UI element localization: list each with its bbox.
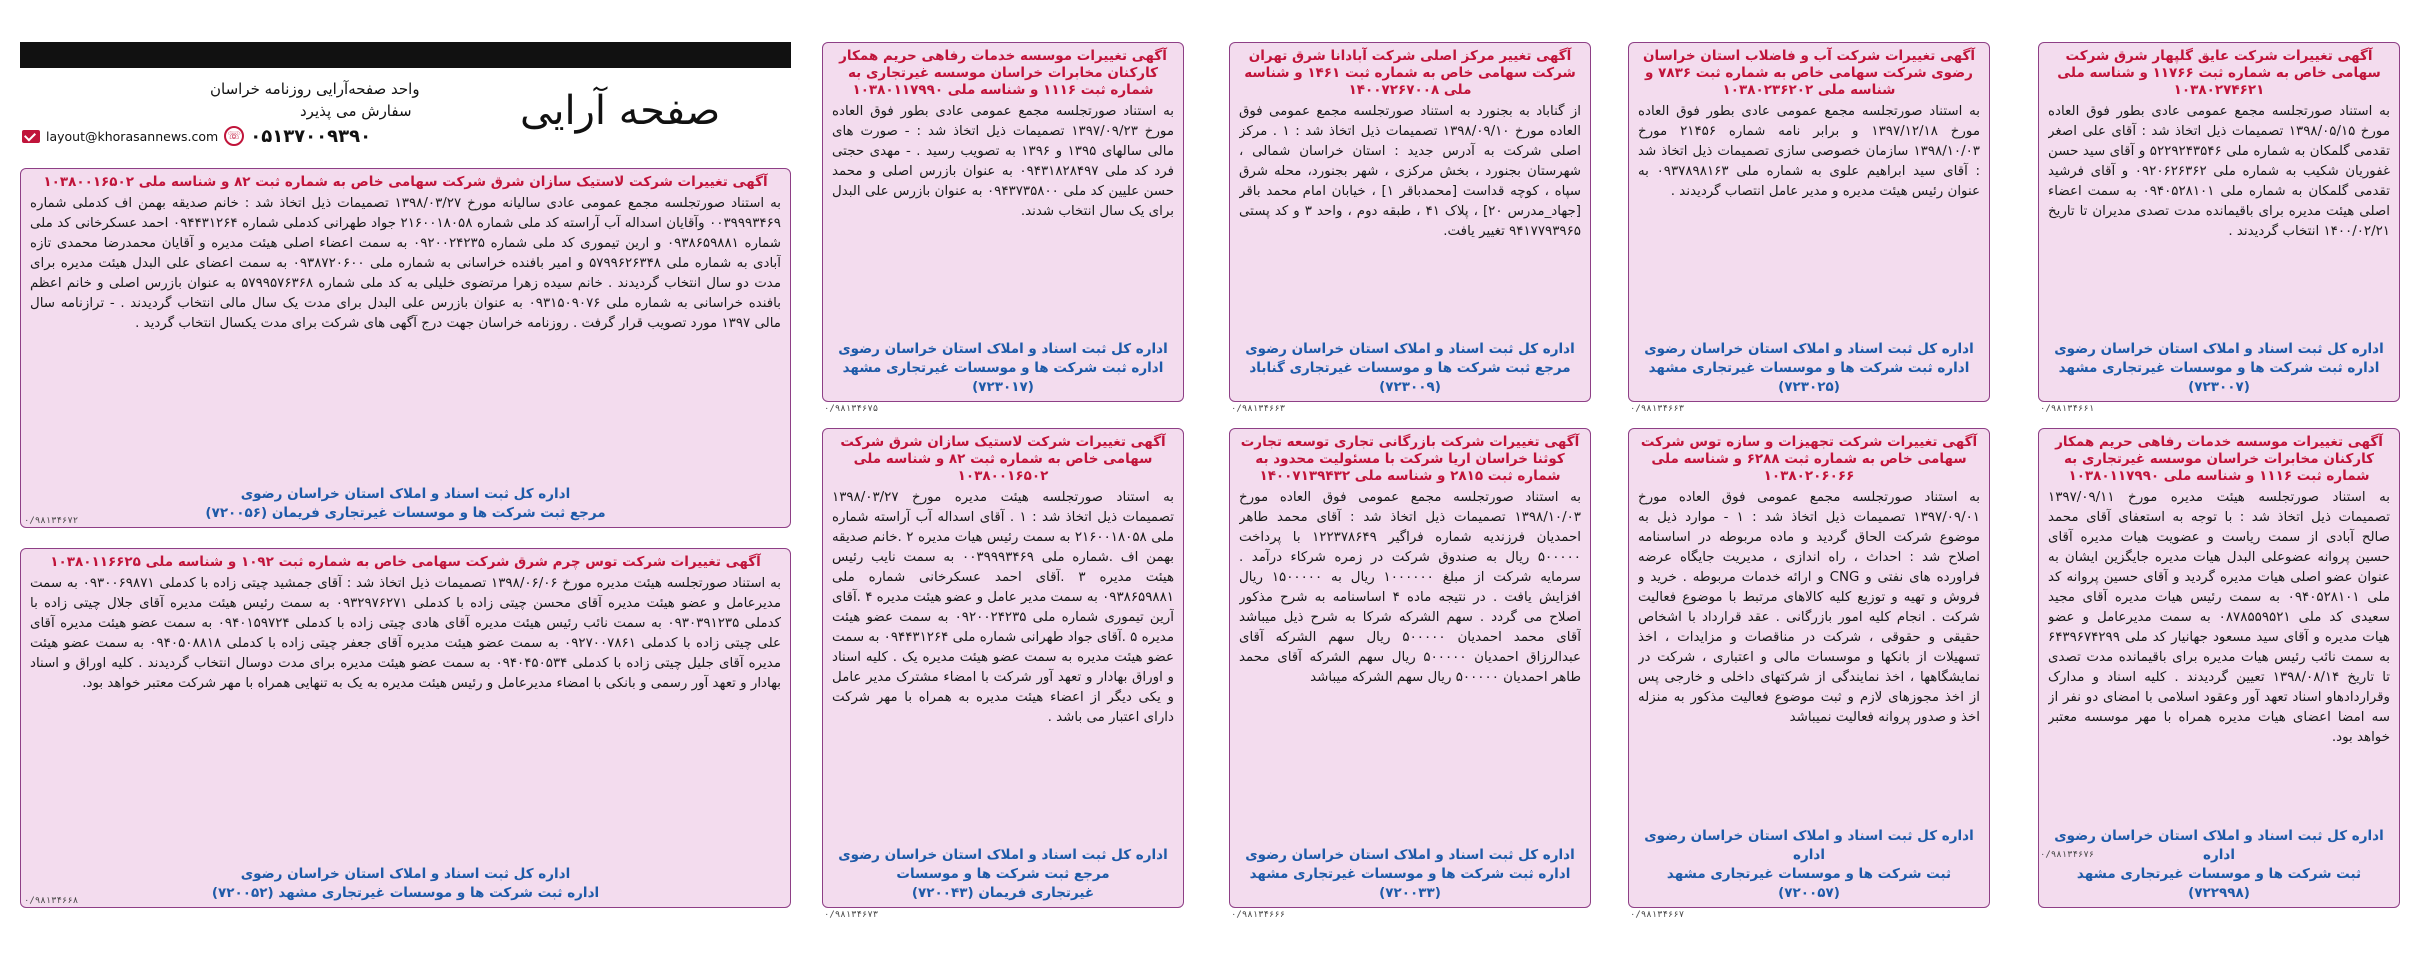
ad-box xyxy=(1229,428,1591,908)
ad-footer-2: اداره ثبت شرکت ها و موسسات غیرتجاری مشهد (۷۲۳۰۲۵) xyxy=(1648,360,1970,395)
ad-body: به استناد صورتجلسه مجمع عمومی عادی بطور فوق العاده مورخ ۱۳۹۸/۰۵/۱۵ تصمیمات ذیل اتخاذ شد : آقای علی اصغر تقدمی گلمکان به شماره ملی ۵۲۲۹۲۴۳۵۴۶ و آقای سید حسن غفوریان شکیب به شماره ملی ۰۹۲۰۶۲۶۳۶۲ و آقای فرشید تقدمی گلمکان به شماره ملی ۰۹۴۰۵۲۸۱۰۱ به سمت اعضاء اصلی هیئت مدیره برای باقیمانده مدت تصدی مدیران تا تاریخ ۱۴۰۰/۰۲/۲۱ انتخاب گردیدند . xyxy=(2048,104,2390,239)
ad-footer-1: اداره کل ثبت اسناد و املاک استان خراسان رضوی xyxy=(2054,341,2384,357)
ad-footer-2: اداره ثبت شرکت ها و موسسات غیرتجاری مشهد (۷۲۰۰۳۳) xyxy=(1249,866,1571,901)
ad-code: ۰/۹۸۱۳۴۶۶۷ xyxy=(1630,910,1685,920)
ad-body: به استناد صورتجلسه مجمع عمومی عادی سالیانه مورخ ۱۳۹۸/۰۳/۲۷ تصمیمات ذیل اتخاذ شد : خانم صدیقه بهمن اف کدملی شماره ۰۰۳۹۹۹۳۴۶۹ وآقایان اسداله آب آراسته کد ملی شماره ۲۱۶۰۰۱۸۰۵۸ جواد طهرانی کدملی شماره ۰۹۴۴۳۱۲۶۴ احمد عسکرخانی کد ملی شماره ۰۹۳۸۶۵۹۸۸۱ و ارین تیموری کد ملی شماره ۰۹۲۰۰۲۴۲۳۵ به سمت اعضاء اصلی هیئت مدیره و آقایان محمدرضا محمدی تازه آبادی به شماره ملی ۵۷۹۹۶۲۶۳۴۸ و امیر بافنده خراسانی به شماره ملی ۰۹۳۸۷۲۰۶۰۰ به سمت اعضای علی البدل هیئت مدیره برای مدت دو سال انتخاب گردیدند . خانم سیده زهرا مرتضوی خلیلی به کد ملی شماره ۵۷۹۹۵۷۶۳۶۸ به عنوان بازرس اصلی و خانم اعظم بافنده خراسانی به شماره ملی ۰۹۳۱۵۰۹۰۷۶ به عنوان بازرس علی البدل برای مدت یک سال مالی انتخاب گردیدند . - ترازنامه سال مالی ۱۳۹۷ مورد تصویب قرار گرفت . روزنامه خراسان جهت درج آگهی های شرکت برای مدت یکسال انتخاب گردید . xyxy=(30,196,781,331)
ad-title: آگهی تغییر مرکز اصلی شرکت آبادانا شرق تهران شرکت سهامی خاص به شماره ثبت ۱۴۶۱ و شناسه ملی ۱۴۰۰۷۲۶۷۰۰۸ xyxy=(1244,48,1576,98)
header-contact xyxy=(22,125,371,147)
ad-footer-1: اداره کل ثبت اسناد و املاک استان خراسان رضوی xyxy=(240,866,571,882)
phone-icon: ☏ xyxy=(224,126,244,146)
phone-number: ۰۵۱۳۷۰۰۹۳۹۰ xyxy=(250,125,372,147)
header-line-2: سفارش می پذیرد xyxy=(300,102,412,120)
ad-footer-1: اداره کل ثبت اسناد و املاک استان خراسان رضوی اداره xyxy=(2054,828,2384,863)
ad-title: آگهی تغییرات شرکت آب و فاضلاب استان خراسان رضوی شرکت سهامی خاص به شماره ثبت ۷۸۳۶ و شناسه ملی ۱۰۳۸۰۲۳۶۲۰۲ xyxy=(1642,48,1976,98)
ad-box xyxy=(20,168,791,528)
ad-box xyxy=(2038,428,2400,908)
ad-title: آگهی تغییرات شرکت توس چرم شرق شرکت سهامی خاص به شماره ثبت ۱۰۹۲ و شناسه ملی ۱۰۳۸۰۱۱۶۶۲۵ xyxy=(50,554,761,570)
ad-code: ۰/۹۸۱۳۴۶۶۳ xyxy=(1630,404,1685,414)
ad-footer-1: اداره کل ثبت اسناد و املاک استان خراسان رضوی xyxy=(1644,341,1974,357)
ad-code: ۰/۹۸۱۳۴۶۶۱ xyxy=(2040,404,2095,414)
ad-footer-2: غیرتجاری فریمان (۷۲۰۰۴۳) xyxy=(911,885,1095,901)
ad-box xyxy=(822,42,1184,402)
ad-title: آگهی تغییرات موسسه خدمات رفاهی حریم همکار کارکنان مخابرات خراسان موسسه غیرتجاری به شماره ثبت ۱۱۱۶ و شناسه ملی ۱۰۳۸۰۱۱۷۹۹۰ xyxy=(839,48,1167,98)
ad-footer-2: اداره ثبت شرکت ها و موسسات غیرتجاری مشهد (۷۲۰۰۵۲) xyxy=(211,885,600,901)
ad-footer-2: ثبت شرکت ها و موسسات غیرتجاری مشهد (۷۲۲۹۹۸) xyxy=(2076,866,2362,901)
page-title: صفحه آرایی xyxy=(520,88,721,134)
ad-body: به استناد صورتجلسه مجمع عمومی عادی بطور فوق العاده مورخ ۱۳۹۷/۰۹/۲۳ تصمیمات ذیل اتخاذ شد : - صورت های مالی سالهای ۱۳۹۵ و ۱۳۹۶ به تصویب رسید . - مهدی حجتی فرد کد ملی ۰۹۴۳۱۸۲۸۴۹۷ به عنوان بازرس اصلی و محمد حسن علیین کد ملی ۰۹۴۳۷۳۵۸۰۰ به عنوان بازرس علی البدل برای یک سال انتخاب شدند. xyxy=(832,104,1174,219)
ad-title: آگهی تغییرات شرکت تجهیزات و سازه توس شرکت سهامی خاص به شماره ثبت ۶۲۸۸ و شناسه ملی ۱۰۳۸۰۲۰۶۰۶۶ xyxy=(1640,434,1978,484)
ad-footer-2: مرجع ثبت شرکت ها و موسسات غیرتجاری فریمان (۷۲۰۰۵۶) xyxy=(205,505,606,521)
header-line-1: واحد صفحه‌آرایی روزنامه خراسان xyxy=(210,80,420,98)
ad-title: آگهی تغییرات شرکت بازرگانی تجاری توسعه تجارت کوثنا خراسان اریا شرکت با مسئولیت محدود به شماره ثبت ۲۸۱۵ و شناسه ملی ۱۴۰۰۷۱۳۹۴۳۲ xyxy=(1240,434,1580,484)
ad-code: ۰/۹۸۱۳۴۶۷۲ xyxy=(24,516,79,526)
ad-title: آگهی تغییرات شرکت لاستیک سازان شرق شرکت سهامی خاص به شماره ثبت ۸۲ و شناسه ملی ۱۰۳۸۰۰۱۶۵۰۲ xyxy=(43,174,768,190)
ad-title: آگهی تغییرات موسسه خدمات رفاهی حریم همکار کارکنان مخابرات خراسان موسسه غیرتجاری به شماره ثبت ۱۱۱۶ و شناسه ملی ۱۰۳۸۰۱۱۷۹۹۰ xyxy=(2055,434,2383,484)
ad-code: ۰/۹۸۱۳۴۶۶۶ xyxy=(1231,910,1286,920)
ad-box xyxy=(1628,428,1990,908)
ad-code: ۰/۹۸۱۳۴۶۶۸ xyxy=(24,896,79,906)
ad-code: ۰/۹۸۱۳۴۶۷۶ xyxy=(2040,850,2095,860)
ad-body: به استناد صورتجلسه مجمع عمومی عادی بطور فوق العاده مورخ ۱۳۹۷/۱۲/۱۸ و برابر نامه شماره ۲۱۴۵۶ مورخ ۱۳۹۸/۱۰/۰۳ سازمان خصوصی سازی تصمیمات ذیل اتخاذ شد : آقای سید ابراهیم علوی به شماره ملی ۰۹۳۷۸۹۸۱۶۳ به عنوان رئیس هیئت مدیره و مدیر عامل انتصاب گردیدند . xyxy=(1638,104,1980,199)
ad-body: به استناد صورتجلسه هیئت مدیره مورخ ۱۳۹۸/۰۳/۲۷ تصمیمات ذیل اتخاذ شد : ۱ . آقای اسداله آب آراسته شماره ملی ۲۱۶۰۰۱۸۰۵۸ به سمت رئیس هیات مدیره ۲ .خانم صدیقه بهمن اف .شماره ملی ۰۰۳۹۹۹۳۴۶۹ به سمت نایب رئیس هیئت مدیره ۳ .آقای احمد عسکرخانی شماره ملی ۰۹۳۸۶۵۹۸۸۱ به سمت مدیر عامل و عضو هیئت مدیره ۴ .آقای آرین تیموری شماره ملی ۰۹۲۰۰۲۴۲۳۵ به سمت عضو هیئت مدیره ۵ .آقای جواد طهرانی شماره ملی ۰۹۴۴۳۱۲۶۴ به سمت عضو هیئت مدیره به سمت عضو هیئت مدیره یک . کلیه اسناد و اوراق بهادار و تعهد آور شرکت با امضاء مشترک مدیر عامل و یکی دیگر از اعضاء هیئت مدیره به همراه با مهر شرکت دارای اعتبار می باشد . xyxy=(832,490,1174,725)
ad-footer-2: اداره ثبت شرکت ها و موسسات غیرتجاری مشهد (۷۲۳۰۰۷) xyxy=(2058,360,2380,395)
ad-footer-1: اداره کل ثبت اسناد و املاک استان خراسان رضوی xyxy=(1245,341,1575,357)
ad-body: به استناد صورتجلسه مجمع عمومی فوق العاده مورخ ۱۳۹۸/۱۰/۰۳ تصمیمات ذیل اتخاذ شد : آقای محمد طاهر احمدیان فرزندیه شماره فراگیر ۱۲۲۳۷۸۶۴۹ با پرداخت ۵۰۰۰۰۰ ریال به صندوق شرکت در زمره شرکاء درآمد . سرمایه شرکت از مبلغ ۱۰۰۰۰۰۰ ریال به ۱۵۰۰۰۰۰ ریال افزایش یافت . در نتیجه ماده ۴ اساسنامه به شرح مذکور اصلاح می گردد . سهم الشرکه شرکا به شرح ذیل میباشد آقای محمد احمدیان ۵۰۰۰۰۰ ریال سهم الشرکه آقای عبدالرزاق احمدیان ۵۰۰۰۰۰ ریال سهم الشرکه آقای محمد طاهر احمدیان ۵۰۰۰۰۰ ریال سهم الشرکه میباشد xyxy=(1239,490,1581,685)
email-text[interactable]: layout@khorasannews.com xyxy=(46,128,219,144)
ad-box xyxy=(822,428,1184,908)
header-bar xyxy=(20,42,791,68)
ad-footer-1: اداره کل ثبت اسناد و املاک استان خراسان رضوی اداره xyxy=(1644,828,1974,863)
email-icon xyxy=(22,130,40,143)
ad-footer-1: اداره کل ثبت اسناد و املاک استان خراسان رضوی xyxy=(1245,847,1575,863)
ad-footer-1: اداره کل ثبت اسناد و املاک استان خراسان رضوی xyxy=(240,486,571,502)
ad-footer-1: اداره کل ثبت اسناد و املاک استان خراسان رضوی مرجع ثبت شرکت ها و موسسات xyxy=(838,847,1168,882)
ad-code: ۰/۹۸۱۳۴۶۷۳ xyxy=(824,910,879,920)
ad-title: آگهی تغییرات شرکت لاستیک سازان شرق شرکت سهامی خاص به شماره ثبت ۸۲ و شناسه ملی ۱۰۳۸۰۰۱۶۵۰۲ xyxy=(840,434,1166,484)
ad-box xyxy=(20,548,791,908)
ad-box xyxy=(1229,42,1591,402)
ad-body: به استناد صورتجلسه هیئت مدیره مورخ ۱۳۹۸/۰۶/۰۶ تصمیمات ذیل اتخاذ شد : آقای جمشید چیتی زاده با کدملی ۰۹۳۰۰۶۹۸۷۱ به سمت مدیرعامل و عضو هیئت مدیره آقای محسن چیتی زاده با کدملی ۰۹۳۲۹۷۶۲۷۱ به سمت رئیس هیئت مدیره آقای جلال چیتی زاده با کدملی ۰۹۳۰۳۹۱۲۳۵ به سمت نائب رئیس هیئت مدیره آقای هادی چیتی زاده با کدملی ۰۹۴۰۱۵۹۷۲۴ به سمت عضو هیئت مدیره آقای علی چیتی زاده با کدملی ۰۹۲۷۰۰۷۸۶۱ به سمت عضو هیئت مدیره آقای جعفر چیتی زاده با کدملی ۰۹۴۰۵۰۸۸۱۸ به سمت عضو هیئت مدیره آقای جلیل چیتی زاده با کدملی ۰۹۴۰۴۵۰۵۳۴ به سمت عضو هیئت مدیره برای مدت دوسال انتخاب گردیدند . کلیه اوراق و اسناد بهادار و تعهد آور رسمی و بانکی با امضاء مدیرعامل و رئیس هیئت مدیره به یک به تنهایی همراه با مهر شرکت معتبر خواهد بود. xyxy=(30,576,781,691)
ad-code: ۰/۹۸۱۳۴۶۶۳ xyxy=(1231,404,1286,414)
ad-body: به استناد صورتجلسه هیئت مدیره مورخ ۱۳۹۷/۰۹/۱۱ تصمیمات ذیل اتخاذ شد : با توجه به استعفای آقای محمد صالح آبادی از سمت ریاست و عضویت هیات مدیره آقای حسین پروانه عضوعلی البدل هیات مدیره جایگزین ایشان به عنوان عضو اصلی هیات مدیره گردید و آقای حسین پروانه کد ملی ۰۹۴۰۵۲۸۱۰۱ به سمت رئیس هیات مدیره آقای مجید سعیدی کد ملی ۰۸۷۸۵۵۹۵۲۱ به سمت مدیرعامل و عضو هیات مدیره و آقای سید مسعود جهانیار کد ملی ۶۴۳۹۶۷۴۲۹۹ به سمت نائب رئیس هیات مدیره برای باقیمانده مدت تصدی تا تاریخ ۱۳۹۸/۰۸/۱۴ تعیین گردیدند . کلیه اسناد و مدارک وقراردادهاو اسناد تعهد آور وعقود اسلامی با امضای دو نفر از سه امضا اعضای هیات مدیره همراه با مهر موسسه معتبر خواهد بود. xyxy=(2048,490,2390,745)
ad-footer-2: اداره ثبت شرکت ها و موسسات غیرتجاری مشهد (۷۲۳۰۱۷) xyxy=(842,360,1164,395)
ad-footer-2: مرجع ثبت شرکت ها و موسسات غیرتجاری گناباد (۷۲۳۰۰۹) xyxy=(1249,360,1571,395)
ad-body: به استناد صورتجلسه مجمع عمومی فوق العاده مورخ ۱۳۹۷/۰۹/۰۱ تصمیمات ذیل اتخاذ شد : ۱ - موارد ذیل به موضوع شرکت الحاق گردید و ماده مربوطه در اساسنامه اصلاح شد : احداث ، راه اندازی ، مدیریت جایگاه عرضه فراورده های نفتی و CNG و ارائه خدمات مربوطه . خرید و فروش و تهیه و توزیع کلیه کالاهای مرتبط با موضوع فعالیت شرکت . انجام کلیه امور بازرگانی . عقد قرارداد با اشخاص حقیقی و حقوقی ، شرکت در مناقصات و مزایدات ، اخذ تسهیلات از بانکها و موسسات مالی و اعتباری ، شرکت در نمایشگاهها ، اخذ نمایندگی از شرکتهای داخلی و خارجی پس از اخذ مجوزهای لازم و ثبت موضوع فعالیت مذکور به منزله اخذ و صدور پروانه فعالیت نمیباشد xyxy=(1638,490,1980,725)
ad-box xyxy=(2038,42,2400,402)
ad-box xyxy=(1628,42,1990,402)
ad-footer-1: اداره کل ثبت اسناد و املاک استان خراسان رضوی xyxy=(838,341,1168,357)
ad-title: آگهی تغییرات شرکت عایق گلپهار شرق شرکت سهامی خاص به شماره ثبت ۱۱۷۶۶ و شناسه ملی ۱۰۳۸۰۲۷۴۶۲۱ xyxy=(2057,48,2381,98)
ad-footer-2: ثبت شرکت ها و موسسات غیرتجاری مشهد (۷۲۰۰۵۷) xyxy=(1666,866,1952,901)
ad-body: از گناباد به بجنورد به استناد صورتجلسه مجمع عمومی فوق العاده مورخ ۱۳۹۸/۰۹/۱۰ تصمیمات ذیل اتخاذ شد : ۱ . مرکز اصلی شرکت به آدرس جدید : استان خراسان شمالی ، شهرستان بجنورد ، بخش مرکزی ، شهر بجنورد، محله شرق سپاه ، کوچه قداست [محمدباقر ۱] ، خیابان امام محمد باقر [جهاد_مدرس ۲۰] ، پلاک ۴۱ ، طبقه دوم ، واحد ۳ و کد پستی ۹۴۱۷۷۹۳۹۶۵ تغییر یافت. xyxy=(1239,104,1581,239)
ad-code: ۰/۹۸۱۳۴۶۷۵ xyxy=(824,404,879,414)
